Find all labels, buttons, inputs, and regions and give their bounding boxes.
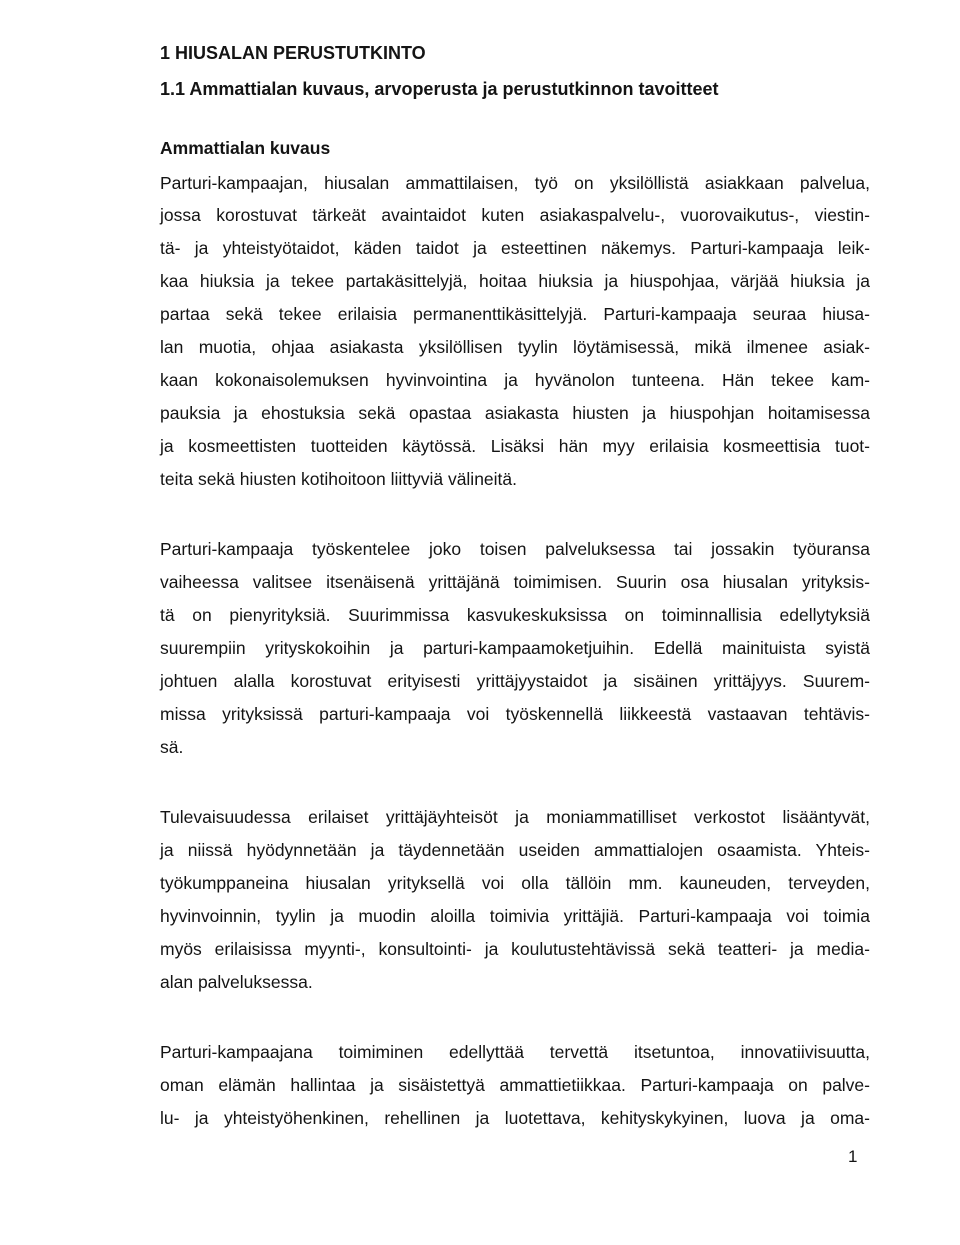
- text-line: tä- ja yhteistyötaidot, käden taidot ja esteettinen näkemys. Parturi-kampaaja leik-: [160, 238, 870, 258]
- text-line: Parturi-kampaaja työskentelee joko toisen palveluksessa tai jossakin työuransa: [160, 539, 870, 559]
- text-line: Tulevaisuudessa erilaiset yrittäjäyhteisöt ja moniammatilliset verkostot lisääntyvät,: [160, 807, 870, 827]
- chapter-heading: 1 HIUSALAN PERUSTUTKINTO: [160, 43, 426, 63]
- text-line: hyvinvoinnin, tyylin ja muodin aloilla toimivia yrittäjiä. Parturi-kampaaja voi toimia: [160, 906, 870, 926]
- subsection-heading: Ammattialan kuvaus: [160, 138, 331, 158]
- text-line: vaiheessa valitsee itsenäisenä yrittäjänä toimimisen. Suurin osa hiusalan yrityksis-: [160, 572, 870, 592]
- text-line: lan muotia, ohjaa asiakasta yksilöllisen tyylin löytämisessä, mikä ilmenee asiak-: [160, 337, 870, 357]
- text-line: missa yrityksissä parturi-kampaaja voi työskennellä liikkeestä vastaavan tehtävis-: [160, 704, 870, 724]
- text-line: teita sekä hiusten kotihoitoon liittyviä välineitä.: [160, 469, 518, 489]
- text-line: Parturi-kampaajan, hiusalan ammattilaisen, työ on yksilöllistä asiakkaan palvelua,: [160, 173, 870, 193]
- text-line: tä on pienyrityksiä. Suurimmissa kasvukeskuksissa on toiminnallisia edellytyksiä: [160, 605, 870, 625]
- text-line: jossa korostuvat tärkeät avaintaidot kuten asiakaspalvelu-, vuorovaikutus-, viestin-: [160, 205, 870, 225]
- text-line: partaa sekä tekee erilaisia permanenttikäsittelyjä. Parturi-kampaaja seuraa hiusa-: [160, 304, 870, 324]
- text-line: oman elämän hallintaa ja sisäistettyä ammattietiikkaa. Parturi-kampaaja on palve-: [160, 1075, 870, 1095]
- text-line: suurempiin yrityskokoihin ja parturi-kampaamoketjuihin. Edellä mainituista syistä: [160, 638, 870, 658]
- text-line: kaa hiuksia ja tekee partakäsittelyjä, hoitaa hiuksia ja hiuspohjaa, värjää hiuksia ja: [160, 271, 870, 291]
- text-line: kaan kokonaisolemuksen hyvinvointina ja hyvänolon tunteena. Hän tekee kam-: [160, 370, 870, 390]
- text-line: ja niissä hyödynnetään ja täydennetään useiden ammattialojen osaamista. Yhteis-: [160, 840, 870, 860]
- text-line: Parturi-kampaajana toimiminen edellyttää tervettä itsetuntoa, innovatiivisuutta,: [160, 1042, 870, 1062]
- text-line: pauksia ja ehostuksia sekä opastaa asiakasta hiusten ja hiuspohjan hoitamisessa: [160, 403, 870, 423]
- text-line: johtuen alalla korostuvat erityisesti yrittäjyystaidot ja sisäinen yrittäjyys. Suurem-: [160, 671, 870, 691]
- text-line: työkumppaneina hiusalan yrityksellä voi olla tällöin mm. kauneuden, terveyden,: [160, 873, 870, 893]
- text-line: lu- ja yhteistyöhenkinen, rehellinen ja luotettava, kehityskykyinen, luova ja oma-: [160, 1108, 870, 1128]
- text-line: myös erilaisissa myynti-, konsultointi- ja koulutustehtävissä sekä teatteri- ja media-: [160, 939, 870, 959]
- section-heading: 1.1 Ammattialan kuvaus, arvoperusta ja perustutkinnon tavoitteet: [160, 79, 719, 99]
- text-line: sä.: [160, 737, 184, 757]
- page-number: 1: [848, 1147, 858, 1166]
- text-line: ja kosmeettisten tuotteiden käytössä. Lisäksi hän myy erilaisia kosmeettisia tuot-: [160, 436, 870, 456]
- text-line: alan palveluksessa.: [160, 972, 313, 992]
